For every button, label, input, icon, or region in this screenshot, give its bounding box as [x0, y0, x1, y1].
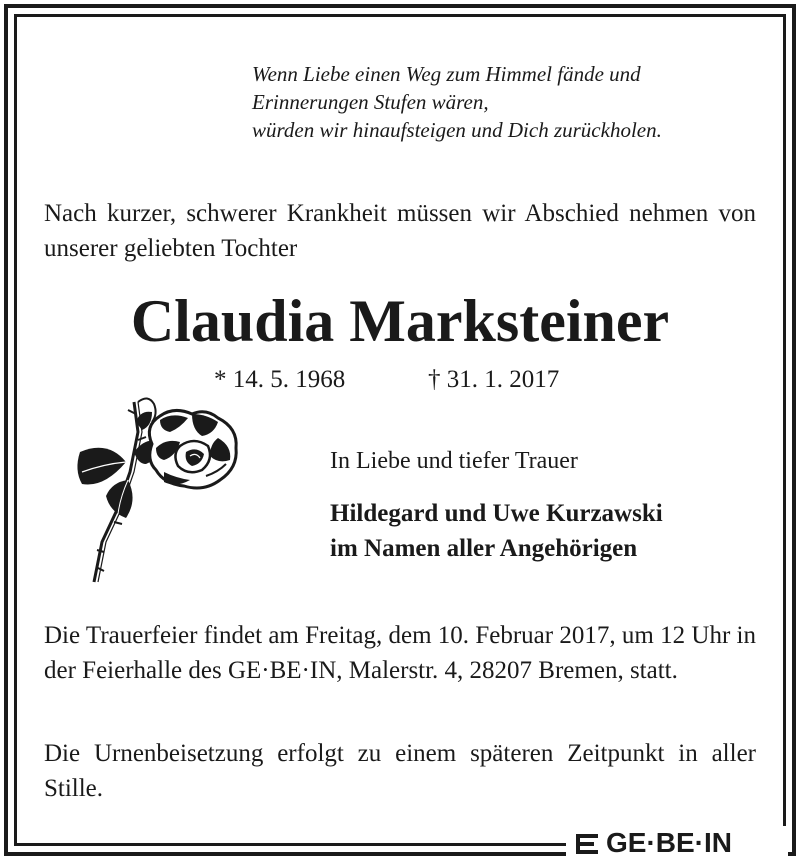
logo-mark-icon	[572, 830, 602, 858]
poem	[252, 60, 772, 144]
poem-line: würden wir hinaufsteigen und Dich zurückholen.	[252, 118, 662, 142]
intro-text: Nach kurzer, schwerer Krankheit müssen wir Abschied nehmen von unserer geliebten Tochter	[44, 200, 756, 262]
mourners	[330, 496, 663, 566]
rose-icon	[68, 392, 248, 586]
mourners-names: Hildegard und Uwe Kurzawski	[330, 500, 663, 527]
poem-line: Wenn Liebe einen Weg zum Himmel fände und	[252, 62, 641, 86]
poem-line: Erinnerungen Stufen wären,	[252, 90, 489, 114]
urn-burial-text: Die Urnenbeisetzung erfolgt zu einem späteren Zeitpunkt in aller Stille.	[44, 740, 756, 802]
death-date: † 31. 1. 2017	[428, 366, 560, 393]
birth-date: * 14. 5. 1968	[214, 366, 346, 393]
mourners-relatives: im Namen aller Angehörigen	[330, 535, 638, 562]
funeral-service-text: Die Trauerfeier findet am Freitag, dem 10. Februar 2017, um 12 Uhr in der Feierhalle des GE·BE·IN, Malerstr. 4, 28207 Bremen, statt.	[44, 622, 756, 684]
deceased-name: Claudia Marksteiner	[130, 288, 670, 354]
gebein-logo	[566, 826, 788, 860]
mourning-text: In Liebe und tiefer Trauer	[330, 448, 578, 474]
logo-wordmark: GE·BE·IN	[606, 827, 732, 858]
